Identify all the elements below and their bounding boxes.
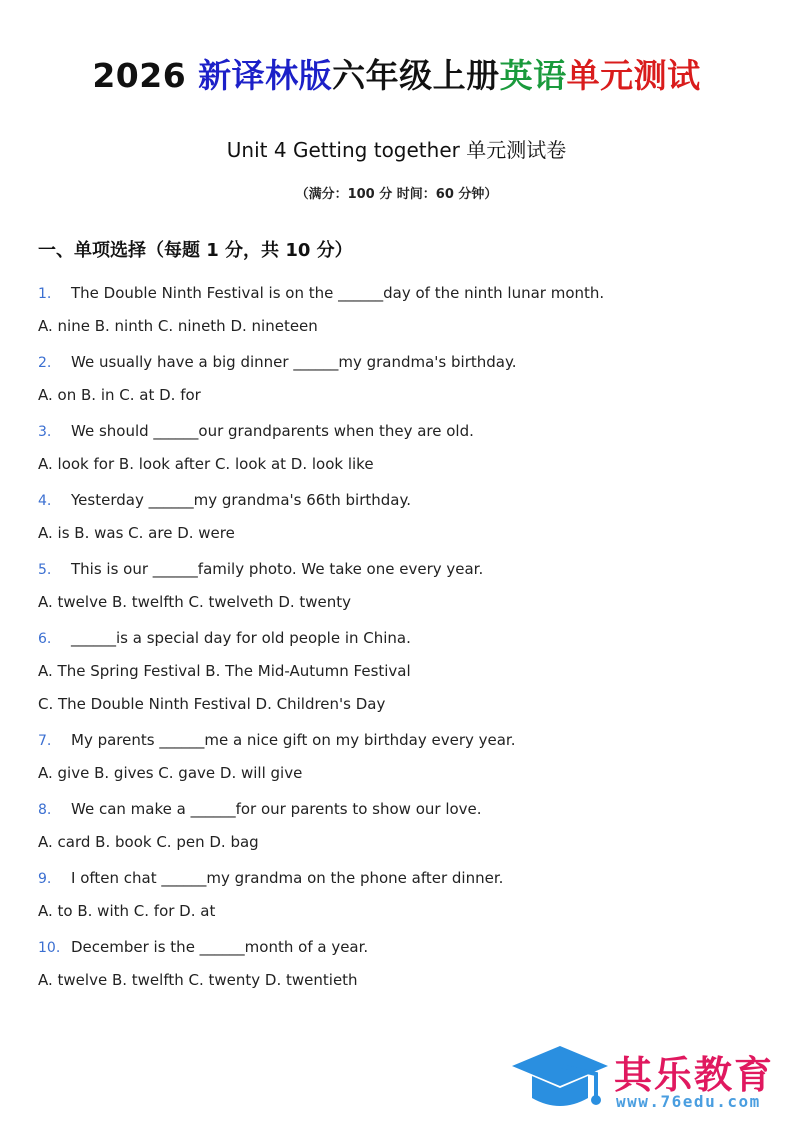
title-grade: 六年级上册 xyxy=(332,56,500,95)
question-stem xyxy=(38,282,758,304)
title-year: 2026 xyxy=(92,56,199,95)
question-stem xyxy=(38,936,758,958)
document-subtitle: Unit 4 Getting together 单元测试卷 xyxy=(226,138,567,162)
question-text: December is the ______month of a year. xyxy=(71,938,369,956)
question-item xyxy=(38,351,758,406)
answer-options: C. The Double Ninth Festival D. Children's Day xyxy=(38,695,386,713)
section-heading: 一、单项选择（每题 1 分，共 10 分） xyxy=(38,240,353,261)
question-number: 2. xyxy=(38,355,52,371)
question-number: 5. xyxy=(38,562,52,578)
answer-options: A. is B. was C. are D. were xyxy=(38,524,235,542)
question-text: My parents ______me a nice gift on my birthday every year. xyxy=(71,731,516,749)
answer-options: A. look for B. look after C. look at D. look like xyxy=(38,455,374,473)
title-test: 单元测试 xyxy=(566,56,701,95)
question-item xyxy=(38,729,758,784)
question-item xyxy=(38,627,758,715)
question-text: We usually have a big dinner ______my grandma's birthday. xyxy=(71,353,517,371)
answer-options: A. twelve B. twelfth C. twelveth D. twenty xyxy=(38,593,352,611)
question-stem xyxy=(38,351,758,373)
question-item xyxy=(38,867,758,922)
brand-url: www.76edu.com xyxy=(616,1092,761,1111)
question-list xyxy=(38,282,758,1005)
answer-options: A. The Spring Festival B. The Mid-Autumn Festival xyxy=(38,662,411,680)
question-stem xyxy=(38,867,758,889)
question-stem xyxy=(38,798,758,820)
question-number: 10. xyxy=(38,940,61,956)
title-edition: 新译林版 xyxy=(198,56,333,95)
answer-options: A. nine B. ninth C. nineth D. nineteen xyxy=(38,317,318,335)
question-text: This is our ______family photo. We take one every year. xyxy=(71,560,484,578)
question-item xyxy=(38,489,758,544)
question-number: 1. xyxy=(38,286,52,302)
answer-options: A. twelve B. twelfth C. twenty D. twentieth xyxy=(38,971,358,989)
question-number: 4. xyxy=(38,493,52,509)
answer-options: A. on B. in C. at D. for xyxy=(38,386,201,404)
question-text: We should ______our grandparents when they are old. xyxy=(71,422,474,440)
score-line: （满分：100 分 时间：60 分钟） xyxy=(295,187,498,202)
question-number: 8. xyxy=(38,802,52,818)
answer-options: A. give B. gives C. gave D. will give xyxy=(38,764,303,782)
answer-options: A. to B. with C. for D. at xyxy=(38,902,216,920)
question-item xyxy=(38,282,758,337)
question-number: 9. xyxy=(38,871,52,887)
brand-name: 其乐教育 xyxy=(614,1053,775,1097)
question-text: Yesterday ______my grandma's 66th birthday. xyxy=(71,491,411,509)
document-title xyxy=(0,50,793,97)
question-item xyxy=(38,420,758,475)
question-number: 7. xyxy=(38,733,52,749)
graduation-cap-icon xyxy=(510,1040,610,1115)
question-stem xyxy=(38,729,758,751)
question-text: We can make a ______for our parents to show our love. xyxy=(71,800,482,818)
question-stem xyxy=(38,627,758,649)
brand-logo xyxy=(510,1040,790,1115)
question-text: The Double Ninth Festival is on the ______day of the ninth lunar month. xyxy=(71,284,605,302)
question-stem xyxy=(38,489,758,511)
answer-options: A. card B. book C. pen D. bag xyxy=(38,833,259,851)
question-stem xyxy=(38,420,758,442)
question-stem xyxy=(38,558,758,580)
question-item xyxy=(38,936,758,991)
question-item xyxy=(38,558,758,613)
question-text: I often chat ______my grandma on the phone after dinner. xyxy=(71,869,504,887)
question-number: 3. xyxy=(38,424,52,440)
question-number: 6. xyxy=(38,631,52,647)
question-text: ______is a special day for old people in China. xyxy=(71,629,411,647)
question-item xyxy=(38,798,758,853)
title-subject: 英语 xyxy=(499,56,567,95)
